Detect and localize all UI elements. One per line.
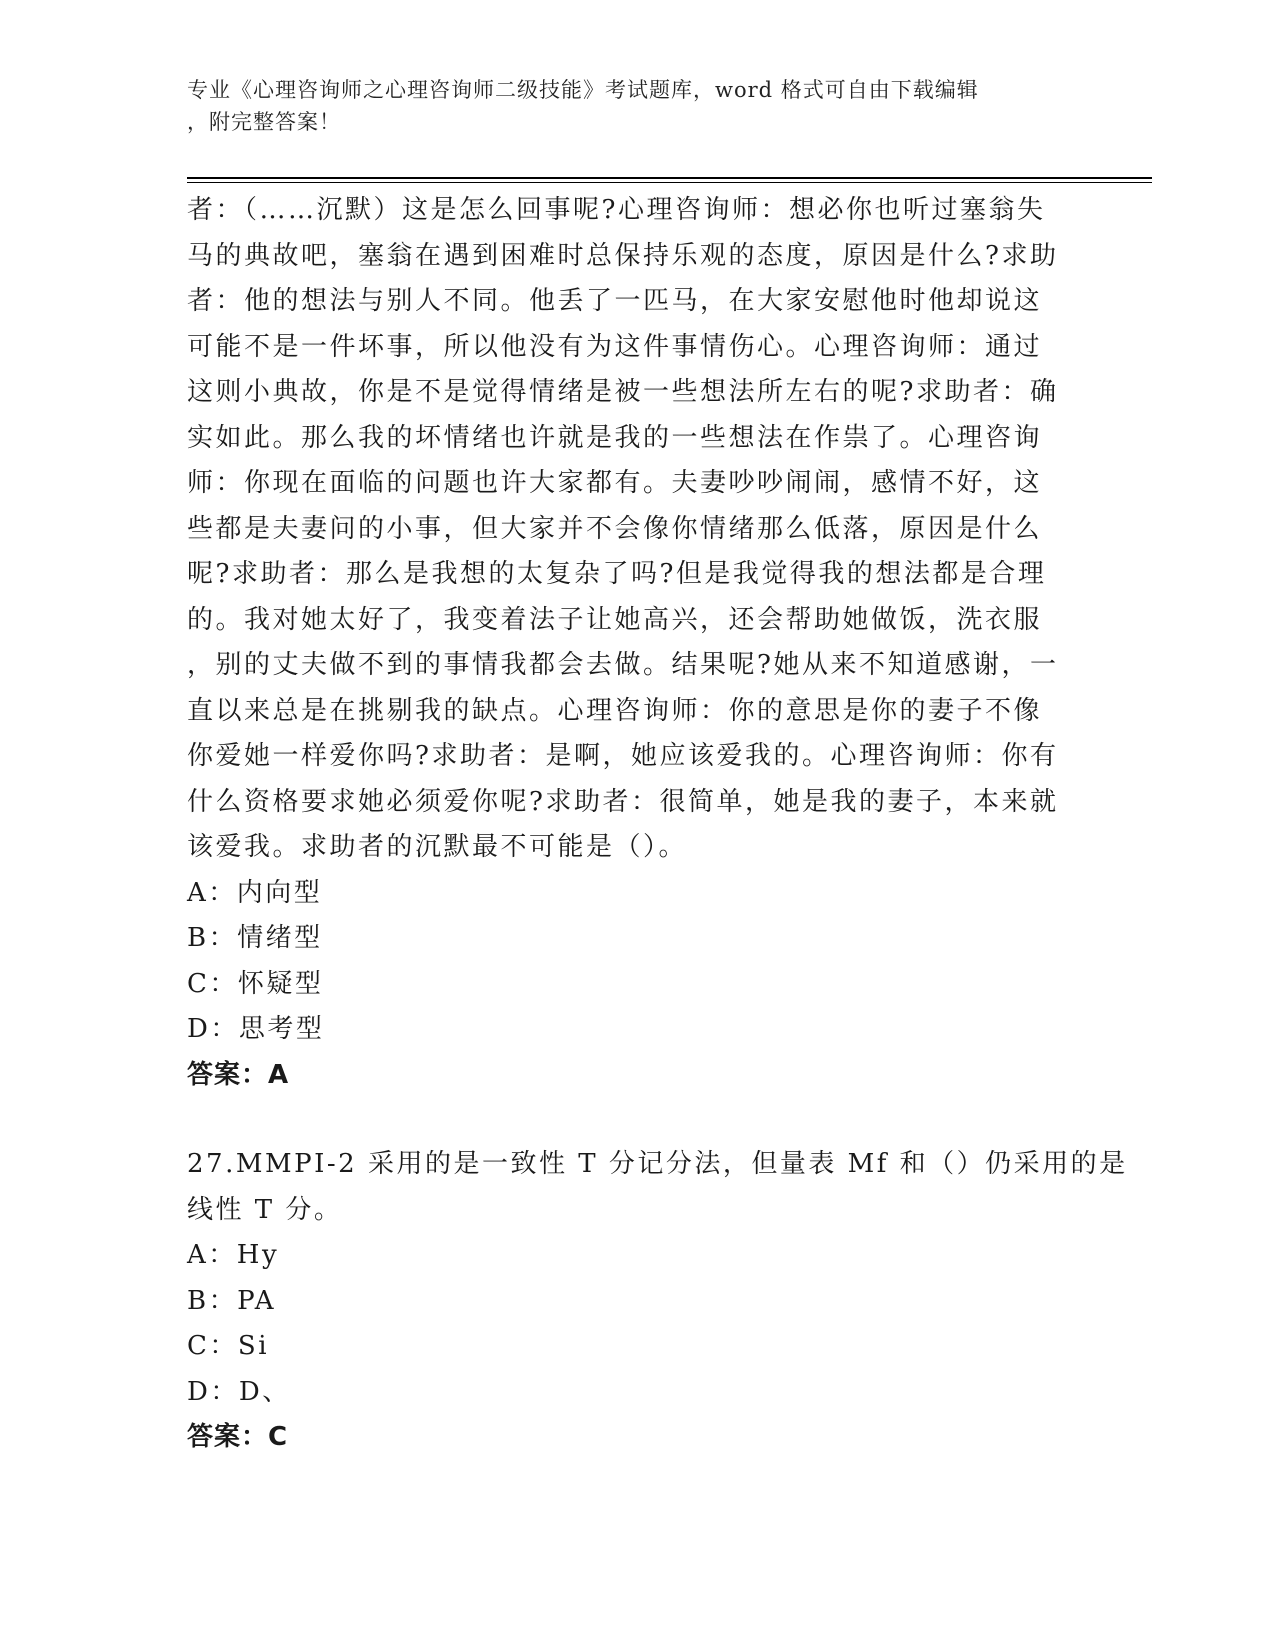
option-c: C：怀疑型 [187,968,324,999]
question-text-line: 些都是夫妻问的小事，但大家并不会像你情绪那么低落，原因是什么 [187,513,1043,544]
question-text-line: 你爱她一样爱你吗?求助者：是啊，她应该爱我的。心理咨询师：你有 [187,741,1059,771]
header-divider-thick [187,177,1152,179]
question-27 [187,1142,1128,1461]
answer-line: 答案：C [187,1422,289,1452]
document-body [187,188,1128,1461]
option-c: C：Si [187,1331,270,1361]
header-line: 专业《心理咨询师之心理咨询师二级技能》考试题库，word 格式可自由下载编辑 [187,78,979,102]
question-26 [187,188,1077,1098]
question-text-line: 实如此。那么我的坏情绪也许就是我的一些想法在作祟了。心理咨询 [187,422,1043,453]
question-text-line: 的。我对她太好了，我变着法子让她高兴，还会帮助她做饭，洗衣服 [187,604,1043,635]
question-text-line: 什么资格要求她必须爱你呢?求助者：很简单，她是我的妻子，本来就 [187,786,1059,817]
question-text-line: 师：你现在面临的问题也许大家都有。夫妻吵吵闹闹，感情不好，这 [187,468,1043,498]
question-text-line: 呢?求助者：那么是我想的太复杂了吗?但是我觉得我的想法都是合理 [187,559,1047,589]
option-d: D：思考型 [187,1014,325,1044]
question-text-line: 可能不是一件坏事，所以他没有为这件事情伤心。心理咨询师：通过 [187,331,1043,362]
question-text-line: 者：他的想法与别人不同。他丢了一匹马，在大家安慰他时他却说这 [187,286,1043,316]
question-text-line: 这则小典故，你是不是觉得情绪是被一些想法所左右的呢?求助者：确 [187,377,1059,407]
header-divider-thin [187,182,1152,183]
header-line: ，附完整答案！ [187,110,341,134]
question-text-line: ，别的丈夫做不到的事情我都会去做。结果呢?她从来不知道感谢，一 [187,650,1059,680]
answer-line: 答案：A [187,1059,290,1090]
option-a: A：Hy [187,1240,280,1270]
document-header [187,74,1067,138]
question-text-line: 马的典故吧，塞翁在遇到困难时总保持乐观的态度，原因是什么?求助 [187,240,1059,271]
option-b: B：PA [187,1285,276,1316]
question-text-line: 者：（……沉默）这是怎么回事呢?心理咨询师：想必你也听过塞翁失 [187,195,1046,225]
option-d: D：D、 [187,1376,291,1407]
question-text-line: 线性 T 分。 [187,1194,343,1225]
question-text-line: 该爱我。求助者的沉默最不可能是（）。 [187,832,688,862]
option-a: A：内向型 [187,877,323,908]
question-text-line: 27.MMPI-2 采用的是一致性 T 分记分法，但量表 Mf 和（）仍采用的是 [187,1149,1128,1179]
question-spacer [187,1098,1077,1142]
option-b: B：情绪型 [187,923,323,953]
question-text-line: 直以来总是在挑剔我的缺点。心理咨询师：你的意思是你的妻子不像 [187,695,1043,726]
